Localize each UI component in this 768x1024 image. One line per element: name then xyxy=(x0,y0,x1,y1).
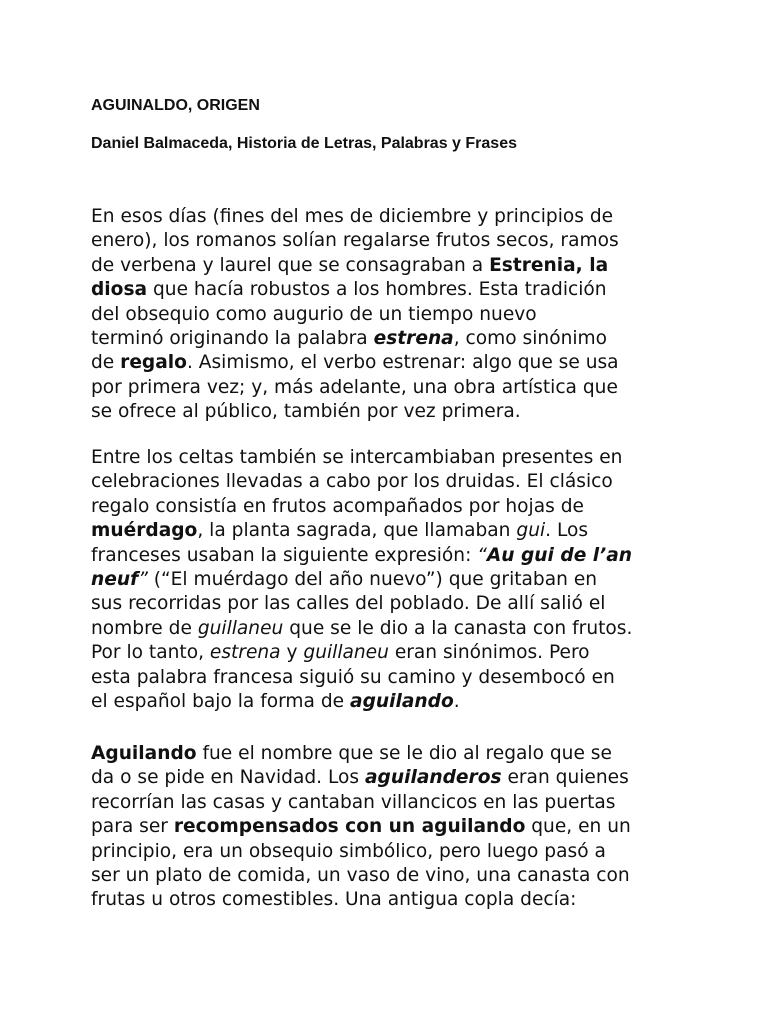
text-run: eran quienes xyxy=(501,767,629,789)
bold-run: diosa xyxy=(91,279,148,301)
text-run: principio, era un obsequio simbólico, pero luego pasó a xyxy=(91,840,606,862)
text-run: Entre los celtas también se intercambiaban presentes en xyxy=(91,447,623,468)
text-run: fue el nombre que se le dio al regalo que se xyxy=(196,743,612,764)
text-run: esta palabra francesa siguió su camino y desembocó en xyxy=(91,666,615,688)
text-run: franceses usaban la siguiente expresión: xyxy=(91,544,478,566)
italic-run: ” xyxy=(138,569,148,591)
bold-run: muérdago xyxy=(91,520,198,542)
bold-run: aguilanderos xyxy=(365,767,502,789)
text-run: . Los xyxy=(545,520,589,542)
text-run: ser un plato de comida, un vaso de vino, una canasta con xyxy=(91,865,630,887)
paragraph-aguilando xyxy=(91,742,631,913)
italic-run: guillaneu xyxy=(197,617,284,639)
text-run: terminó originando la palabra xyxy=(91,328,374,350)
text-run: de xyxy=(91,352,121,374)
text-run: sus recorridas por las calles del poblado. De allí salió el xyxy=(91,593,606,615)
italic-run: guillaneu xyxy=(303,642,389,664)
text-line xyxy=(91,568,632,592)
text-line xyxy=(91,742,631,766)
text-line xyxy=(91,278,619,302)
text-line xyxy=(91,205,619,229)
bold-run: aguilando xyxy=(350,691,454,713)
text-run: En esos días (fines del mes de diciembre y principios de xyxy=(91,206,614,227)
text-run: , como sinónimo xyxy=(453,328,608,350)
text-line xyxy=(91,327,619,351)
bold-run: Au gui de l’an xyxy=(486,544,632,566)
bold-run: regalo xyxy=(120,352,187,374)
bold-run: Aguilando xyxy=(91,743,197,764)
bold-run: estrena xyxy=(373,328,454,350)
text-run: para ser xyxy=(91,816,174,838)
text-line xyxy=(91,495,632,519)
text-run: que se le dio a la canasta con frutos. xyxy=(283,617,633,639)
text-run: da o se pide en Navidad. Los xyxy=(91,767,365,789)
text-run: enero), los romanos solían regalarse frutos secos, ramos xyxy=(91,230,619,252)
text-line xyxy=(91,592,632,616)
text-run: se ofrece al público, también por vez primera. xyxy=(91,401,521,423)
text-run: frutas u otros comestibles. Una antigua copla decía: xyxy=(91,889,577,911)
text-run: nombre de xyxy=(91,617,198,639)
text-line xyxy=(91,446,632,470)
text-line xyxy=(91,766,631,790)
text-run: . xyxy=(453,691,460,713)
document-title: AGUINALDO, ORIGEN xyxy=(91,97,260,114)
text-run: el español bajo la forma de xyxy=(91,691,351,713)
text-run: eran sinónimos. Pero xyxy=(388,642,590,664)
text-run: celebraciones llevadas a cabo por los druidas. El clásico xyxy=(91,471,613,493)
text-line xyxy=(91,400,619,424)
text-run: (“El muérdago del año nuevo”) que gritaban en xyxy=(147,569,598,591)
text-line xyxy=(91,791,631,815)
text-line xyxy=(91,888,631,912)
text-line xyxy=(91,229,619,253)
italic-run: estrena xyxy=(209,642,281,664)
text-run: del obsequio como augurio de un tiempo nuevo xyxy=(91,303,537,325)
text-line xyxy=(91,544,632,568)
bold-run: recompensados con un aguilando xyxy=(173,816,526,838)
italic-run: “ xyxy=(477,544,487,566)
text-run: regalo consistía en frutos acompañados por hojas de xyxy=(91,495,584,517)
text-line xyxy=(91,864,631,888)
paragraph-estrena xyxy=(91,205,619,425)
text-line xyxy=(91,617,632,641)
text-line xyxy=(91,815,631,839)
text-run: , la planta sagrada, que llamaban xyxy=(197,520,517,542)
text-run: . Asimismo, el verbo estrenar: algo que se usa xyxy=(186,352,619,374)
text-run: de verbena y laurel que se consagraban a xyxy=(91,254,490,276)
text-line xyxy=(91,254,619,278)
text-run: que, en un xyxy=(525,816,631,838)
text-run: que hacía robustos a los hombres. Esta tradición xyxy=(147,279,607,301)
text-line xyxy=(91,666,632,690)
text-line xyxy=(91,690,632,714)
text-line xyxy=(91,376,619,400)
bold-run: neuf xyxy=(91,569,139,591)
text-run: y xyxy=(280,642,304,664)
text-line xyxy=(91,351,619,375)
text-run: Por lo tanto, xyxy=(91,642,210,664)
text-line xyxy=(91,470,632,494)
text-line xyxy=(91,303,619,327)
bold-run: Estrenia, la xyxy=(489,254,609,276)
italic-run: gui xyxy=(516,520,546,542)
text-line xyxy=(91,641,632,665)
paragraph-guillaneu xyxy=(91,446,632,714)
text-line xyxy=(91,519,632,543)
document-subtitle: Daniel Balmaceda, Historia de Letras, Palabras y Frases xyxy=(91,135,517,152)
text-line xyxy=(91,840,631,864)
text-run: recorrían las casas y cantaban villancicos en las puertas xyxy=(91,791,616,813)
text-run: por primera vez; y, más adelante, una obra artística que xyxy=(91,376,618,398)
